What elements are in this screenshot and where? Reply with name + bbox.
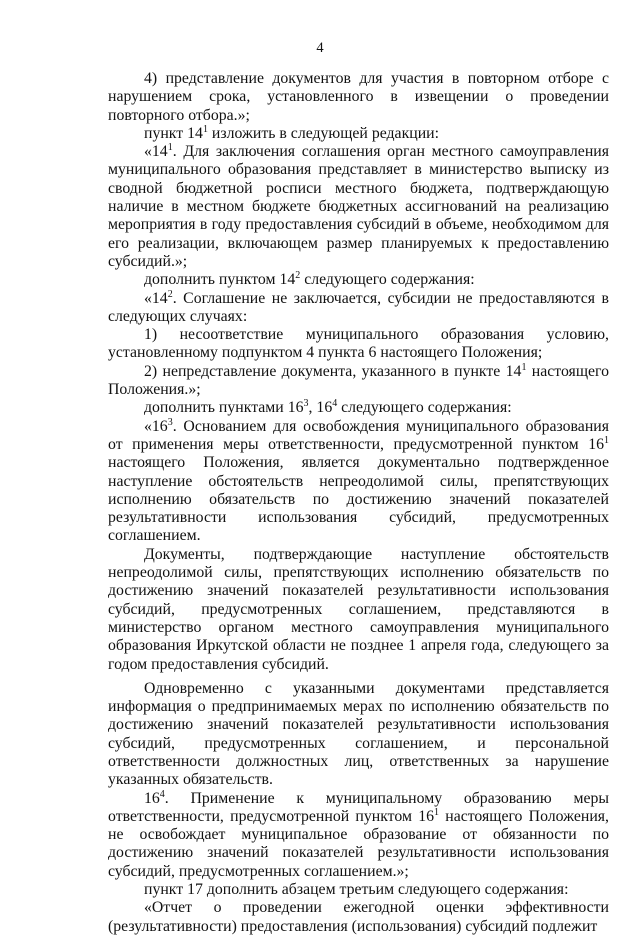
paragraph-point-14-1: «$14^1$. Для заключения соглашения орган местного самоуправления муниципального образования представляет в министерство выписку из сводной бюджетной росписи местного бюджета, подтверждающую наличие в местном бюджете бюджетных ассигнований на реализацию мероприятия в году предоставления субсидий в объеме, необходимом для его реализации, включающем размер планируемых к предоставлению субсидий.»; — [108, 142, 609, 270]
paragraph-case-1: 1) несоответствие муниципального образования условию, установленному подпунктом 4 пункта 6 настоящего Положения; — [108, 326, 609, 362]
paragraph-point-16-3: «$16^3$. Основанием для освобождения муниципального образования от применения меры ответственности, предусмотренной пунктом $16^1$ настоящего Положения, является документально подтвержденное наступление обстоятельств непреодолимой силы, препятствующих исполнению обязательств по достижению значений показателей результативности использования субсидий, предусмотренных соглашением. — [108, 416, 609, 545]
page-number: 4 — [316, 40, 324, 56]
paragraph-amend-16: дополнить пунктами $16^3$, $16^4$ следующего содержания: — [144, 398, 512, 417]
document-body — [108, 70, 609, 936]
paragraph-amend-14-1: пункт $14^1$ изложить в следующей редакции: — [144, 123, 439, 142]
paragraph-documents: Документы, подтверждающие наступление обстоятельств непреодолимой силы, препятствующих исполнению обязательств по достижению значений показателей результативности использования субсидий, предусмотренных соглашением, представляются в министерство органом местного самоуправления муниципального образования Иркутской области не позднее 1 апреля года, следующего за годом предоставления субсидий. — [108, 545, 609, 673]
paragraph-point-16-4: $16^4$. Применение к муниципальному образованию меры ответственности, предусмотренной пунктом $16^1$ настоящего Положения, не освобождает муниципальное образование от обязанности по достижению значений показателей результативности использования субсидий, предусмотренных соглашением.»; — [108, 788, 610, 880]
paragraph-amend-14-2: дополнить пунктом $14^2$ следующего содержания: — [144, 270, 475, 289]
paragraph-report: «Отчет о проведении ежегодной оценки эффективности (результативности) предоставления (использования) субсидий подлежит — [108, 899, 609, 935]
paragraph-subitem-4: 4) представление документов для участия в повторном отборе с нарушением срока, установленного в извещении о проведении повторного отбора.»; — [108, 70, 609, 124]
paragraph-amend-17: пункт 17 дополнить абзацем третьим следующего содержания: — [144, 881, 569, 899]
paragraph-point-14-2: «$14^2$. Соглашение не заключается, субсидии не предоставляются в следующих случаях: — [108, 288, 609, 325]
paragraph-information: Одновременно с указанными документами представляется информация о предпринимаемых мерах по исполнению обязательств по достижению значений показателей результативности использования субсидий, предусмотренных соглашением, и персональной ответственности должностных лиц, ответственных за нарушение указанных обязательств. — [108, 679, 609, 789]
paragraph-case-2: 2) непредставление документа, указанного в пункте $14^1$ настоящего Положения.»; — [108, 361, 609, 399]
